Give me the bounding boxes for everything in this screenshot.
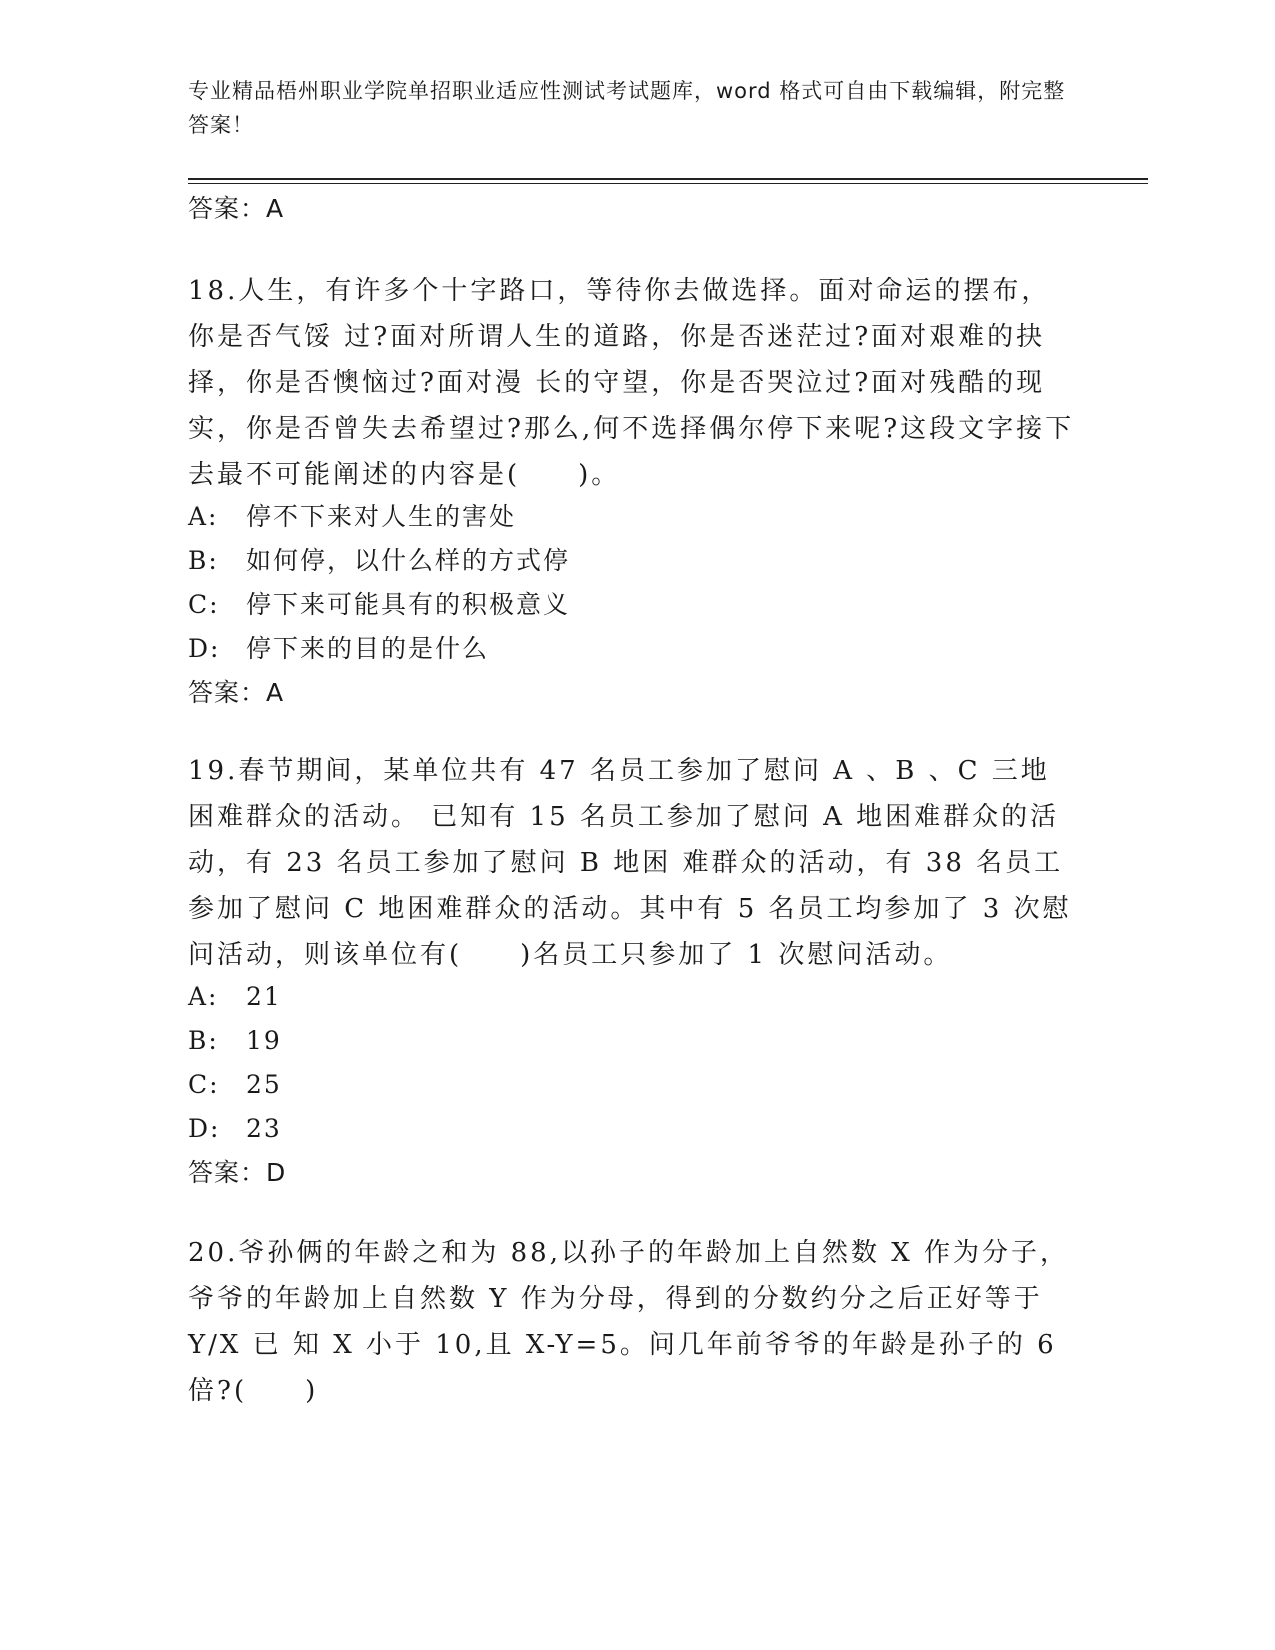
option-label: C: xyxy=(188,590,220,619)
option-text: 停下来的目的是什么 xyxy=(246,634,490,663)
option-text: 19 xyxy=(246,1026,282,1055)
header-rule-thick xyxy=(188,178,1148,180)
question-18-option-b xyxy=(188,544,570,578)
option-text: 21 xyxy=(246,982,282,1011)
header-rule-thin xyxy=(188,183,1148,184)
question-18-text: 18.人生，有许多个十字路口，等待你去做选择。面对命运的摆布，你是否气馁 过?面对所谓人生的道路，你是否迷茫过?面对艰难的抉择，你是否懊恼过?面对漫 长的守望，你是否哭泣过?面对残酷的现实，你是否曾失去希望过?那么,何不选择偶尔停下来呢?这段文字接下去最不可能阐述的内容是( )。 xyxy=(188,276,1075,490)
question-19-option-d xyxy=(188,1112,282,1146)
option-label: B: xyxy=(188,1026,219,1055)
option-text: 如何停，以什么样的方式停 xyxy=(246,546,571,575)
option-label: D: xyxy=(188,1114,221,1143)
question-20-text: 20.爷孙俩的年龄之和为 88,以孙子的年龄加上自然数 X 作为分子，爷爷的年龄加上自然数 Y 作为分母，得到的分数约分之后正好等于 Y/X 已 知 X 小于 10,且 X-Y=5。问几年前爷爷的年龄是孙子的 6 倍?( ) xyxy=(188,1238,1070,1406)
option-label: C: xyxy=(188,1070,220,1099)
question-19-option-c xyxy=(188,1068,282,1102)
answer-19: 答案：D xyxy=(188,1158,287,1187)
option-text: 停不下来对人生的害处 xyxy=(246,502,517,531)
option-text: 25 xyxy=(246,1070,282,1099)
option-label: D: xyxy=(188,634,221,663)
question-19-text: 19.春节期间，某单位共有 47 名员工参加了慰问 A 、B 、C 三地困难群众的活动。 已知有 15 名员工参加了慰问 A 地困难群众的活动，有 23 名员工参加了慰问 B 地困 难群众的活动，有 38 名员工参加了慰问 C 地困难群众的活动。其中有 5 名员工均参加了 3 次慰问活动，则该单位有( )名员工只参加了 1 次慰问活动。 xyxy=(188,756,1072,970)
question-18-option-c xyxy=(188,588,570,622)
question-18-option-a xyxy=(188,500,516,534)
answer-18: 答案：A xyxy=(188,678,285,707)
option-text: 停下来可能具有的积极意义 xyxy=(246,590,571,619)
option-label: B: xyxy=(188,546,219,575)
question-19-option-b xyxy=(188,1024,282,1058)
question-19-option-a xyxy=(188,980,282,1014)
option-text: 23 xyxy=(246,1114,282,1143)
option-label: A: xyxy=(188,502,219,531)
question-18-option-d xyxy=(188,632,489,666)
document-header: 专业精品梧州职业学院单招职业适应性测试考试题库，word 格式可自由下载编辑，附完整答案！ xyxy=(188,79,1066,137)
option-label: A: xyxy=(188,982,219,1011)
answer-17: 答案：A xyxy=(188,194,285,223)
